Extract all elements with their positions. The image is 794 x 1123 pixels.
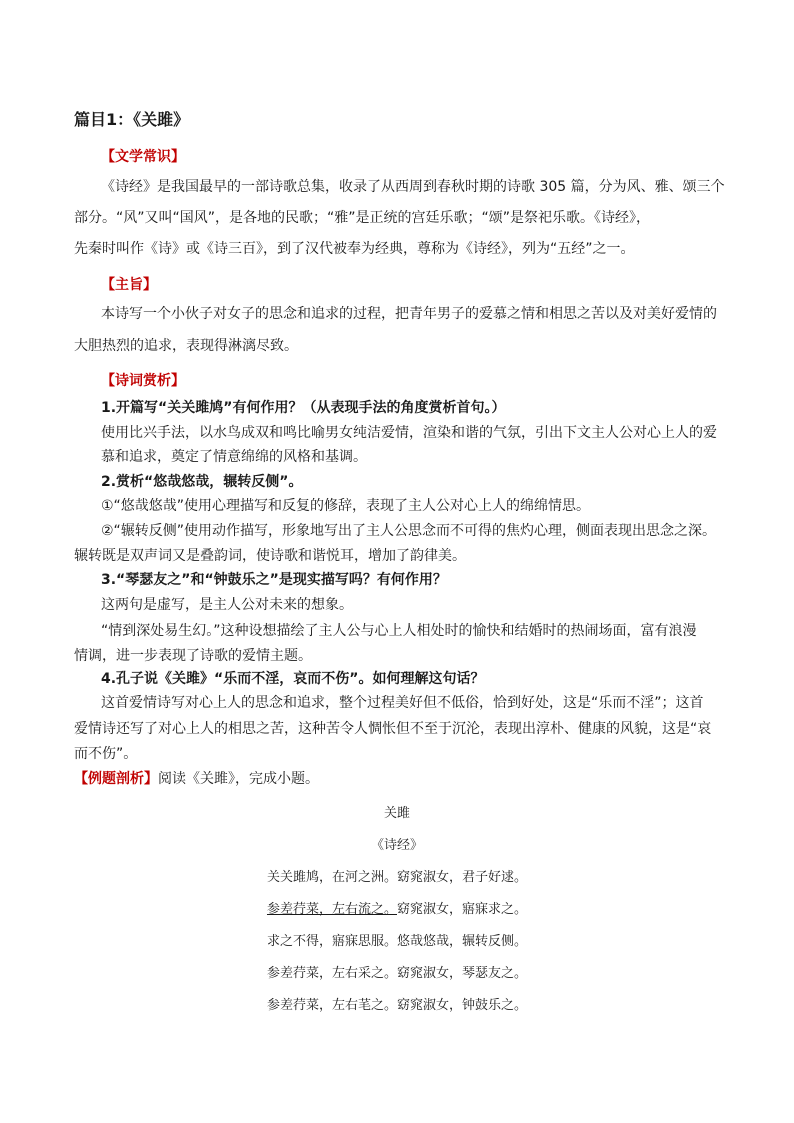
literature-line-3: 先秦时叫作《诗》或《诗三百》，到了汉代被奉为经典，尊称为《诗经》，列为“五经”之一。 bbox=[74, 241, 635, 257]
answer-4-line-2: 爱情诗还写了对心上人的相思之苦，这种苦令人惆怅但不至于沉沦，表现出淳朴、健康的风貌，这是“哀 bbox=[74, 721, 712, 737]
answer-1-line-1: 使用比兴手法，以水鸟成双和鸣比喻男女纯洁爱情，渲染和谐的气氛，引出下文主人公对心上人的爱 bbox=[101, 425, 717, 441]
poem-title: 关雎 bbox=[383, 806, 410, 821]
poem-line-2-underlined: 参差荇菜，左右流之。 bbox=[266, 902, 397, 917]
poem-line-2 bbox=[0, 898, 794, 917]
literature-line-1: 《诗经》是我国最早的一部诗歌总集，收录了从西周到春秋时期的诗歌 305 篇，分为风、雅、颂三个 bbox=[101, 179, 725, 195]
poem-line-4: 参差荇菜，左右采之。窈窕淑女，琴瑟友之。 bbox=[266, 966, 527, 981]
example-text: 阅读《关雎》，完成小题。 bbox=[158, 771, 319, 787]
answer-4-line-1: 这首爱情诗写对心上人的思念和追求，整个过程美好但不低俗，恰到好处，这是“乐而不淫”；这首 bbox=[101, 695, 704, 711]
page-title: 篇目1：《关雎》 bbox=[74, 110, 190, 129]
question-1: 1.开篇写“关关雎鸠”有何作用？（从表现手法的角度赏析首句。） bbox=[101, 400, 506, 416]
literature-tag: 【文学常识】 bbox=[101, 149, 185, 165]
answer-2-line-1: ①“悠哉悠哉”使用心理描写和反复的修辞，表现了主人公对心上人的绵绵情思。 bbox=[101, 498, 591, 514]
example-tag: 【例题剖析】 bbox=[74, 771, 158, 787]
answer-3-line-3: 情调，进一步表现了诗歌的爱情主题。 bbox=[74, 648, 312, 664]
answer-3-line-2: “情到深处易生幻。”这种设想描绘了主人公与心上人相处时的愉快和结婚时的热闹场面，富有浪漫 bbox=[101, 623, 697, 639]
literature-line-2: 部分。“风”又叫“国风”，是各地的民歌；“雅”是正统的宫廷乐歌；“颂”是祭祀乐歌。《诗经》， bbox=[74, 210, 651, 226]
appreciation-tag: 【诗词赏析】 bbox=[101, 373, 185, 389]
example-line bbox=[74, 770, 319, 788]
question-4: 4.孔子说《关雎》“乐而不淫，哀而不伤”。如何理解这句话？ bbox=[101, 671, 485, 687]
theme-line-1: 本诗写一个小伙子对女子的思念和追求的过程，把青年男子的爱慕之情和相思之苦以及对美好爱情的 bbox=[101, 306, 717, 322]
answer-2-line-3: 辗转既是双声词又是叠韵词，使诗歌和谐悦耳，增加了韵律美。 bbox=[74, 548, 466, 564]
poem-line-2-rest: 窈窕淑女，寤寐求之。 bbox=[397, 902, 528, 917]
theme-line-2: 大胆热烈的追求，表现得淋漓尽致。 bbox=[74, 338, 298, 354]
answer-2-line-2: ②“辗转反侧”使用动作描写，形象地写出了主人公思念而不可得的焦灼心理，侧面表现出思念之深。 bbox=[101, 523, 717, 539]
answer-4-line-3: 而不伤”。 bbox=[74, 746, 138, 762]
answer-3-line-1: 这两句是虚写，是主人公对未来的想象。 bbox=[101, 597, 353, 613]
poem-line-5: 参差荇菜，左右芼之。窈窕淑女，钟鼓乐之。 bbox=[266, 998, 527, 1013]
theme-tag: 【主旨】 bbox=[101, 277, 157, 293]
poem-source: 《诗经》 bbox=[370, 838, 423, 853]
answer-1-line-2: 慕和追求，奠定了情意绵绵的风格和基调。 bbox=[101, 449, 367, 465]
poem-line-3: 求之不得，寤寐思服。悠哉悠哉，辗转反侧。 bbox=[266, 934, 527, 949]
question-2: 2.赏析“悠哉悠哉，辗转反侧”。 bbox=[101, 474, 303, 490]
question-3: 3.“琴瑟友之”和“钟鼓乐之”是现实描写吗？有何作用？ bbox=[101, 572, 447, 588]
poem-line-1: 关关雎鸠，在河之洲。窈窕淑女，君子好逑。 bbox=[266, 870, 527, 885]
